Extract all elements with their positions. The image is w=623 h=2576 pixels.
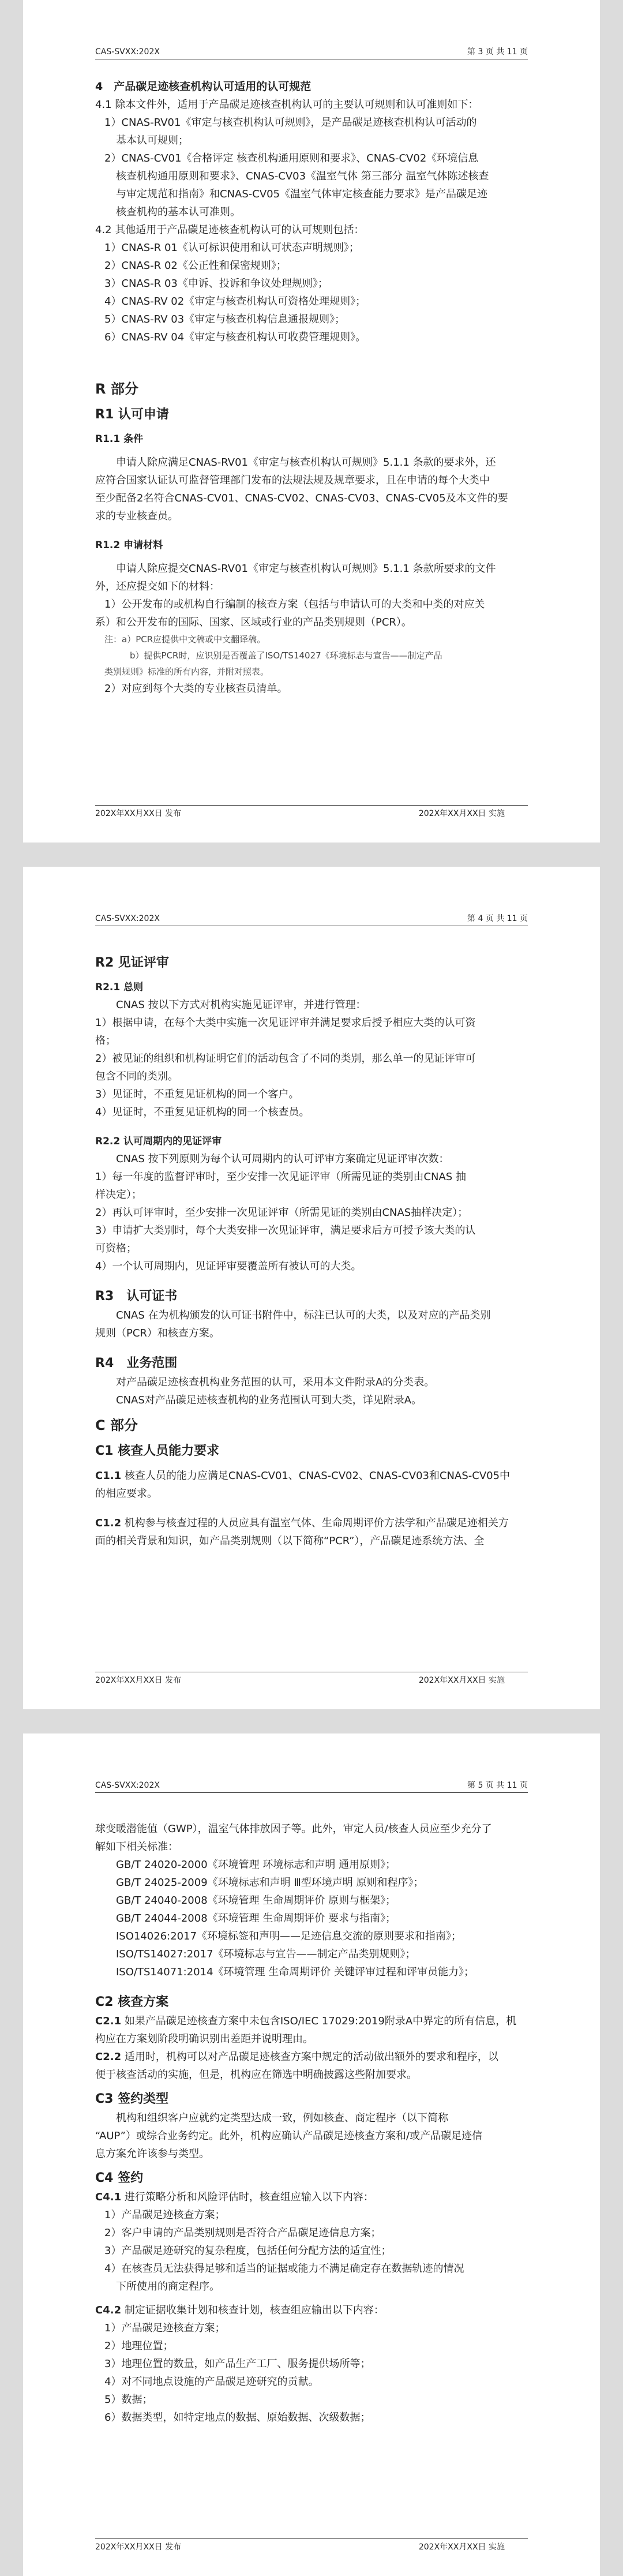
section-heading: R4 业务范围 [95, 1356, 178, 1371]
body-text: 机构和组织客户应就约定类型达成一致，例如核查、商定程序（以下简称 [116, 2112, 448, 2124]
body-text: CNAS对产品碳足迹核查机构的业务范围认可到大类，详见附录A。 [116, 1394, 422, 1406]
note-text: 注：a）PCR应提供中文稿或中文翻译稿。 [104, 634, 266, 645]
list-item: 5）数据； [104, 2394, 153, 2406]
body-text: 至少配备2名符合CNAS-CV01、CNAS-CV02、CNAS-CV03、CNAS-CV05及本文件的要 [95, 492, 508, 504]
list-item: 4）对不同地点设施的产品碳足迹研究的贡献。 [104, 2376, 319, 2388]
list-item: 包含不同的类别。 [95, 1070, 178, 1083]
list-item: 4）一个认可周期内，见证评审要覆盖所有被认可的大类。 [95, 1260, 362, 1272]
implement-date: 202X年XX月XX日 实施 [418, 1676, 505, 1685]
body-text: 构应在方案划阶段明确识别出差距并说明理由。 [95, 2033, 313, 2045]
section-heading: C4 签约 [95, 2171, 144, 2185]
section-heading: R3 认可证书 [95, 1289, 178, 1304]
clause-body: 如果产品碳足迹核查方案中未包含ISO/IEC 17029:2019附录A中界定的所有信息，机 [121, 2015, 517, 2027]
clause-text: 4.2 其他适用于产品碳足迹核查机构认可的认可规则包括： [95, 224, 365, 236]
page-number: 第 5 页 共 11 页 [467, 1781, 528, 1790]
list-item: 1）CNAS-RV01《审定与核查机构认可规则》，是产品碳足迹核查机构认可活动的 [104, 117, 477, 129]
body-text: CNAS 按以下方式对机构实施见证评审，并进行管理： [116, 999, 366, 1011]
list-item: 4）在核查员无法获得足够和适当的证据或能力不满足确定存在数据轨迹的情况 [104, 2263, 464, 2275]
list-item: 6）数据类型，如特定地点的数据、原始数据、次级数据； [104, 2412, 371, 2424]
list-item: 3）产品碳足迹研究的复杂程度，包括任何分配方法的适宜性； [104, 2245, 392, 2257]
section-heading: C2 核查方案 [95, 1995, 169, 2009]
list-item: 5）CNAS-RV 03《审定与核查机构信息通报规则》； [104, 313, 346, 325]
clause-body: 机构参与核查过程的人员应具有温室气体、生命周期评价方法学和产品碳足迹相关方 [121, 1517, 509, 1529]
body-text: 对产品碳足迹核查机构业务范围的认可，采用本文件附录A的分类表。 [116, 1376, 435, 1388]
section-heading: C3 签约类型 [95, 2092, 169, 2106]
clause-number: C4.1 [95, 2191, 122, 2203]
list-item: 1）产品碳足迹核查方案； [104, 2322, 226, 2334]
clause-text [95, 1467, 528, 1485]
note-text: 类别规则》标准的所有内容，并附对照表。 [104, 667, 269, 677]
document-page [23, 1733, 600, 2576]
subsection-heading: R2.1 总则 [95, 982, 144, 993]
clause-number: C2.2 [95, 2051, 122, 2063]
section-heading: C1 核查人员能力要求 [95, 1444, 220, 1458]
clause-text [95, 2012, 528, 2030]
clause-number: C1.2 [95, 1517, 122, 1529]
subsection-heading: R1.1 条件 [95, 433, 144, 445]
body-text: CNAS 在为机构颁发的认可证书附件中，标注已认可的大类，以及对应的产品类别 [116, 1309, 491, 1321]
subsection-heading: R1.2 申请材料 [95, 540, 163, 551]
list-item: 3）见证时，不重复见证机构的同一个客户。 [95, 1088, 299, 1100]
standard-item: ISO/TS14027:2017《环境标志与宣告——制定产品类别规则》； [116, 1948, 416, 1960]
body-text: 应符合国家认证认可监督管理部门发布的法规法规及规章要求，且在申请的每个大类中 [95, 474, 490, 486]
page-number: 第 3 页 共 11 页 [467, 47, 528, 57]
list-item: 4）CNAS-RV 02《审定与核查机构认可资格处理规则》； [104, 295, 366, 308]
body-text: 申请人除应提交CNAS-RV01《审定与核查机构认可规则》5.1.1 条款所要求的文件 [116, 563, 496, 575]
list-item: 下所使用的商定程序。 [116, 2281, 220, 2293]
page-footer [95, 2538, 528, 2552]
subsection-heading: R2.2 认可周期内的见证评审 [95, 1136, 222, 1147]
note-text: b）提供PCR时，应识别是否覆盖了ISO/TS14027《环境标志与宣告——制定产品 [130, 650, 442, 661]
list-item: 3）申请扩大类别时，每个大类安排一次见证评审，满足要求后方可授予该大类的认 [95, 1225, 476, 1237]
list-item: 1）CNAS-R 01《认可标识使用和认可状态声明规则》； [104, 242, 359, 254]
doc-code: CAS-SVXX:202X [95, 914, 160, 923]
clause-body: 核查人员的能力应满足CNAS-CV01、CNAS-CV02、CNAS-CV03和CNAS-CV05中 [121, 1470, 511, 1482]
list-item: 4）见证时，不重复见证机构的同一个核查员。 [95, 1106, 310, 1118]
standard-item: GB/T 24020-2000《环境管理 环境标志和声明 通用原则》； [116, 1859, 396, 1871]
body-text: 便于核查活动的实施，但是，机构应在筛选中明确披露这些附加要求。 [95, 2069, 417, 2081]
list-item: 格； [95, 1035, 116, 1047]
page-footer [95, 805, 528, 818]
publish-date: 202X年XX月XX日 发布 [95, 1676, 182, 1685]
page-header [95, 913, 528, 926]
list-item: 2）对应到每个大类的专业核查员清单。 [104, 683, 288, 695]
body-text: 解如下相关标准： [95, 1841, 178, 1853]
part-heading: R 部分 [95, 381, 138, 397]
standard-item: ISO/TS14071:2014《环境管理 生命周期评价 关键评审过程和评审员能力》； [116, 1966, 474, 1978]
body-text: 规则（PCR）和核查方案。 [95, 1327, 220, 1339]
page-body [95, 1820, 528, 2427]
page-footer [95, 1672, 528, 1685]
page-number: 第 4 页 共 11 页 [467, 914, 528, 923]
page-body [95, 78, 528, 698]
standard-item: ISO14026:2017《环境标签和声明——足迹信息交流的原则要求和指南》； [116, 1930, 462, 1942]
clause-body: 进行策略分析和风险评估时，核查组应输入以下内容： [121, 2191, 374, 2203]
clause-body: 制定证据收集计划和核查计划，核查组应输出以下内容： [121, 2304, 384, 2316]
list-item: 2）CNAS-CV01《合格评定 核查机构通用原则和要求》、CNAS-CV02《环境信息 [104, 152, 479, 164]
list-item: 2）CNAS-R 02《公正性和保密规则》； [104, 260, 287, 272]
section-heading: R2 见证评审 [95, 956, 169, 970]
clause-text: 4.1 除本文件外，适用于产品碳足迹核查机构认可的主要认可规则和认可准则如下： [95, 99, 479, 111]
publish-date: 202X年XX月XX日 发布 [95, 809, 182, 818]
list-item: 2）地理位置； [104, 2340, 174, 2352]
part-heading: C 部分 [95, 1417, 138, 1433]
clause-text [95, 2301, 528, 2319]
standard-item: GB/T 24025-2009《环境标志和声明 Ⅲ型环境声明 原则和程序》； [116, 1877, 424, 1889]
list-item: 核查机构的基本认可准则。 [116, 206, 241, 218]
list-item: 核查机构通用原则和要求》、CNAS-CV03《温室气体 第三部分 温室气体陈述核查 [116, 170, 489, 182]
doc-code: CAS-SVXX:202X [95, 1781, 160, 1790]
implement-date: 202X年XX月XX日 实施 [418, 2543, 505, 2552]
clause-text [95, 1514, 528, 1532]
body-text: 息方案允许该参与类型。 [95, 2148, 209, 2160]
body-text: 的相应要求。 [95, 1488, 157, 1500]
list-item: 3）CNAS-R 03《申诉、投诉和争议处理规则》； [104, 278, 328, 290]
body-text: 求的专业核查员。 [95, 510, 178, 522]
body-text: 外，还应提交如下的材料： [95, 581, 220, 593]
publish-date: 202X年XX月XX日 发布 [95, 2543, 182, 2552]
body-text: 申请人除应满足CNAS-RV01《审定与核查机构认可规则》5.1.1 条款的要求外，还 [116, 456, 496, 469]
clause-number: C2.1 [95, 2015, 122, 2027]
list-item: 1）根据申请，在每个大类中实施一次见证评审并满足要求后授予相应大类的认可资 [95, 1017, 476, 1029]
list-item: 可资格； [95, 1242, 137, 1255]
body-text: 面的相关背景和知识，如产品类别规则（以下简称“PCR”），产品碳足迹系统方法、全 [95, 1535, 485, 1547]
clause-number: C4.2 [95, 2304, 122, 2316]
implement-date: 202X年XX月XX日 实施 [418, 809, 505, 818]
doc-code: CAS-SVXX:202X [95, 47, 160, 57]
list-item: 系）和公开发布的国际、国家、区域或行业的产品类别规则（PCR）。 [95, 616, 412, 628]
document-page [23, 0, 600, 843]
list-item: 1）产品碳足迹核查方案； [104, 2209, 226, 2221]
list-item: 3）地理位置的数量，如产品生产工厂、服务提供场所等； [104, 2358, 371, 2370]
section-heading: 4 产品碳足迹核查机构认可适用的认可规范 [95, 80, 312, 93]
document-page [23, 867, 600, 1709]
list-item: 2）被见证的组织和机构证明它们的活动包含了不同的类别，那么单一的见证评审可 [95, 1053, 476, 1065]
list-item: 样决定）； [95, 1189, 142, 1201]
body-text: 球变暖潜能值（GWP），温室气体排放因子等。此外，审定人员/核查人员应至少充分了 [95, 1823, 492, 1835]
list-item: 基本认可规则； [116, 134, 189, 147]
list-item: 6）CNAS-RV 04《审定与核查机构认可收费管理规则》。 [104, 331, 366, 343]
section-heading: R1 认可申请 [95, 407, 169, 422]
clause-number: C1.1 [95, 1470, 122, 1482]
list-item: 2）再认可评审时，至少安排一次见证评审（所需见证的类别由CNAS抽样决定）； [95, 1207, 468, 1219]
clause-text [95, 2048, 528, 2066]
clause-body: 适用时，机构可以对产品碳足迹核查方案中规定的活动做出额外的要求和程序，以 [121, 2051, 498, 2063]
standard-item: GB/T 24040-2008《环境管理 生命周期评价 原则与框架》； [116, 1894, 396, 1907]
list-item: 2）客户申请的产品类别规则是否符合产品碳足迹信息方案； [104, 2227, 381, 2239]
list-item: 与审定规范和指南》和CNAS-CV05《温室气体审定核查能力要求》是产品碳足迹 [116, 188, 488, 200]
standard-item: GB/T 24044-2008《环境管理 生命周期评价 要求与指南》； [116, 1912, 396, 1924]
list-item: 1）公开发布的或机构自行编制的核查方案（包括与申请认可的大类和中类的对应关 [104, 598, 485, 611]
list-item: 1）每一年度的监督评审时，至少安排一次见证评审（所需见证的类别由CNAS 抽 [95, 1171, 466, 1183]
body-text: “AUP”）或综合业务约定。此外，机构应确认产品碳足迹核查方案和/或产品碳足迹信 [95, 2130, 483, 2142]
page-body [95, 953, 528, 1550]
clause-text [95, 2188, 528, 2206]
page-header [95, 1780, 528, 1793]
page-header [95, 46, 528, 59]
body-text: CNAS 按下列原则为每个认可周期内的认可评审方案确定见证评审次数： [116, 1153, 449, 1165]
